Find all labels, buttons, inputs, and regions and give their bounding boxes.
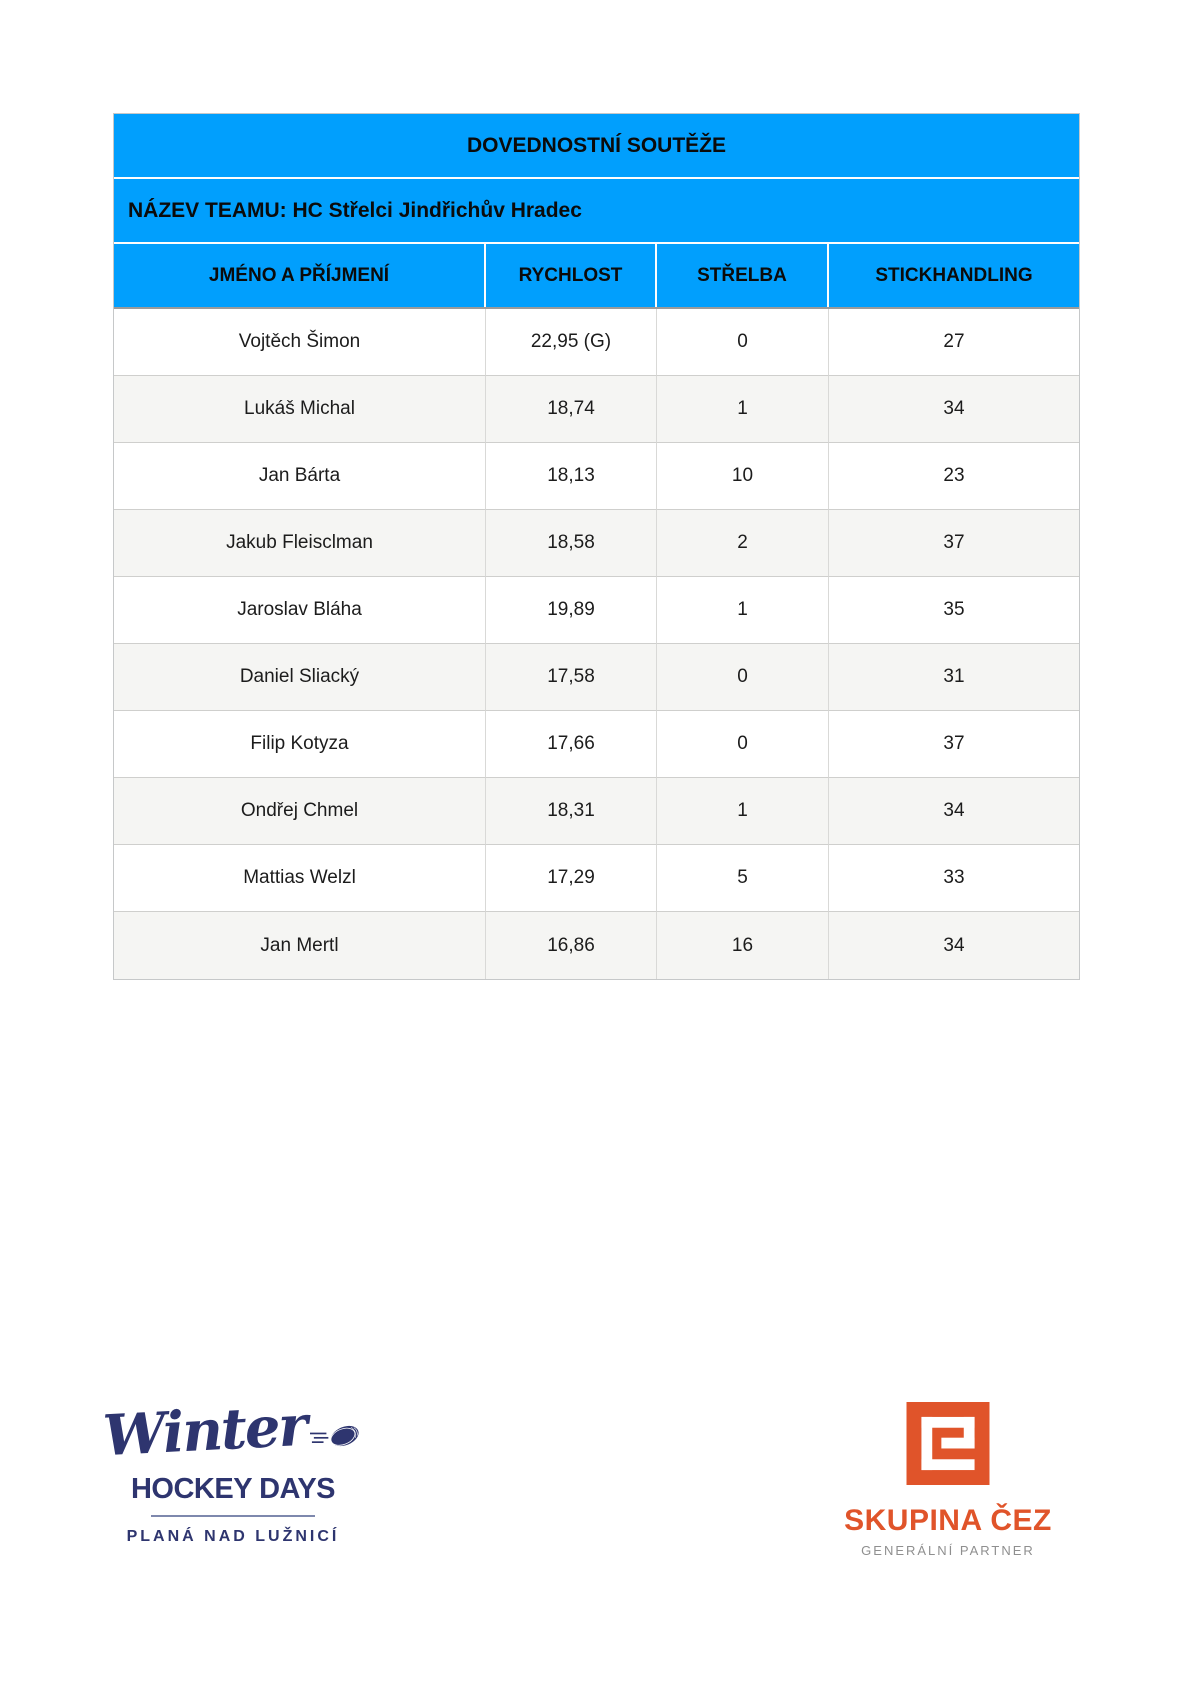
stickhandling-cell: 23 (829, 443, 1079, 510)
strelba-cell: 0 (657, 644, 829, 711)
rychlost-cell: 17,58 (486, 644, 657, 711)
stickhandling-cell: 33 (829, 845, 1079, 912)
stickhandling-cell: 34 (829, 778, 1079, 845)
rychlost-cell: 16,86 (486, 912, 657, 979)
strelba-cell: 2 (657, 510, 829, 577)
column-header-row (114, 244, 1079, 309)
rychlost-cell: 17,66 (486, 711, 657, 778)
table-title-row (114, 114, 1079, 179)
column-header-rychlost: RYCHLOST (486, 244, 657, 307)
table-row (114, 912, 1079, 979)
skills-table (113, 113, 1080, 980)
strelba-cell: 1 (657, 376, 829, 443)
player-name-cell: Daniel Sliacký (114, 644, 486, 711)
table-row (114, 711, 1079, 778)
rychlost-cell: 17,29 (486, 845, 657, 912)
table-row (114, 845, 1079, 912)
team-name-row (114, 179, 1079, 244)
stickhandling-cell: 27 (829, 309, 1079, 376)
column-header-name: JMÉNO A PŘÍJMENÍ (114, 244, 486, 307)
winter-script-text: Winter (101, 1392, 308, 1470)
player-name-cell: Jaroslav Bláha (114, 577, 486, 644)
stickhandling-cell: 37 (829, 711, 1079, 778)
strelba-cell: 16 (657, 912, 829, 979)
table-row (114, 309, 1079, 376)
plana-nad-luznici-text: PLANÁ NAD LUŽNICÍ (126, 1528, 340, 1545)
column-header-stickhandling: STICKHANDLING (829, 244, 1079, 307)
stickhandling-cell: 37 (829, 510, 1079, 577)
page-title: DOVEDNOSTNÍ SOUTĚŽE (466, 133, 727, 157)
rychlost-cell: 18,13 (486, 443, 657, 510)
skupina-cez-text: SKUPINA ČEZ (844, 1504, 1052, 1537)
player-name-cell: Jan Mertl (114, 912, 486, 979)
strelba-cell: 5 (657, 845, 829, 912)
stickhandling-cell: 31 (829, 644, 1079, 711)
table-row (114, 510, 1079, 577)
cez-logo-icon (906, 1402, 990, 1485)
winter-hockey-days-logo (101, 1392, 363, 1546)
strelba-cell: 0 (657, 711, 829, 778)
table-row (114, 376, 1079, 443)
stickhandling-cell: 34 (943, 934, 965, 956)
table-row (114, 577, 1079, 644)
winter-logo-divider (151, 1515, 315, 1517)
strelba-cell: 10 (657, 443, 829, 510)
stickhandling-cell: 35 (829, 577, 1079, 644)
rychlost-cell: 18,74 (486, 376, 657, 443)
rychlost-cell: 22,95 (G) (486, 309, 657, 376)
player-name-cell: Vojtěch Šimon (114, 309, 486, 376)
generalni-partner-text: GENERÁLNÍ PARTNER (861, 1543, 1035, 1558)
table-row (114, 778, 1079, 845)
player-name-cell: Filip Kotyza (114, 711, 486, 778)
strelba-cell: 1 (657, 577, 829, 644)
stickhandling-cell: 34 (829, 376, 1079, 443)
hockey-days-text: HOCKEY DAYS (130, 1473, 335, 1505)
column-header-strelba: STŘELBA (657, 244, 829, 307)
table-row (114, 644, 1079, 711)
rychlost-cell: 18,58 (486, 510, 657, 577)
skupina-cez-logo (823, 1402, 1073, 1558)
player-name-cell: Lukáš Michal (114, 376, 486, 443)
table-row (114, 443, 1079, 510)
rychlost-cell: 18,31 (486, 778, 657, 845)
strelba-cell: 0 (657, 309, 829, 376)
player-name-cell: Jan Bárta (114, 443, 486, 510)
table-body (114, 309, 1079, 979)
team-name-label: NÁZEV TEAMU: HC Střelci Jindřichův Hradec (128, 198, 582, 222)
hockey-puck-icon (310, 1410, 363, 1462)
player-name-cell: Ondřej Chmel (114, 778, 486, 845)
strelba-cell: 1 (657, 778, 829, 845)
player-name-cell: Mattias Welzl (114, 845, 486, 912)
player-name-cell: Jakub Fleisclman (114, 510, 486, 577)
rychlost-cell: 19,89 (486, 577, 657, 644)
